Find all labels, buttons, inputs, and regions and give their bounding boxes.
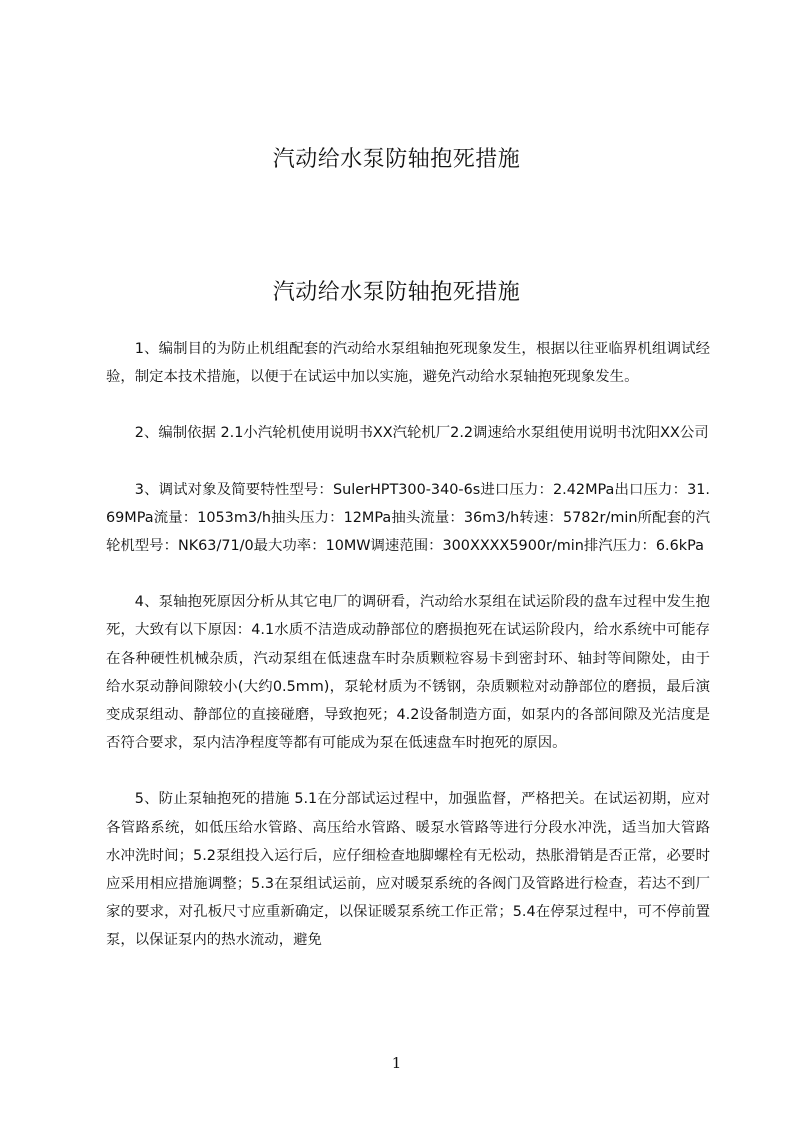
paragraph-basis: 2、编制依据 2.1小汽轮机使用说明书XX汽轮机厂2.2调速给水泵组使用说明书沈阳XX公司 <box>134 425 709 442</box>
paragraph-cause-analysis: 4、泵轴抱死原因分析从其它电厂的调研看，汽动给水泵组在试运阶段的盘车过程中发生抱死，大致有以下原因：4.1水质不洁造成动静部位的磨损抱死在试运阶段内，给水系统中可能存在各种硬性机械杂质，汽动泵组在低速盘车时杂质颗粒容易卡到密封环、轴封等间隙处，由于给水泵动静间隙较小(大约0.5mm)，泵轮材质为不锈钢，杂质颗粒对动静部位的磨损，最后演变成泵组动、静部位的直接碰磨，导致抱死；4.2设备制造方面，如泵内的各部间隙及光洁度是否符合要求，泵内洁净程度等都有可能成为泵在低速盘车时抱死的原因。 <box>106 594 710 752</box>
paragraph-measures: 5、防止泵轴抱死的措施 5.1在分部试运过程中，加强监督，严格把关。在试运初期，应对各管路系统，如低压给水管路、高压给水管路、暖泵水管路等进行分段水冲洗，适当加大管路水冲洗时间；5.2泵组投入运行后，应仔细检查地脚螺栓有无松动，热胀滑销是否正常，必要时应采用相应措施调整；5.3在泵组试运前，应对暖泵系统的各阀门及管路进行检查，若达不到厂家的要求，对孔板尺寸应重新确定，以保证暖泵系统工作正常；5.4在停泵过程中，可不停前置泵，以保证泵内的热水流动，避免 <box>106 791 710 949</box>
page-number: 1 <box>391 1054 402 1072</box>
page-title: 汽动给水泵防轴抱死措施 <box>272 280 521 305</box>
paragraph-specs: 3、调试对象及简要特性型号：SulerHPT300-340-6s进口压力：2.42MPa出口压力：31.69MPa流量：1053m3/h抽头压力：12MPa抽头流量：36m3/h转速：5782r/min所配套的汽轮机型号：NK63/71/0最大功率：10MW调速范围：300XXXX5900r/min排汽压力：6.6kPa <box>106 481 710 555</box>
paragraph-purpose: 1、编制目的为防止机组配套的汽动给水泵组轴抱死现象发生，根据以往亚临界机组调试经验，制定本技术措施，以便于在试运中加以实施，避免汽动给水泵轴抱死现象发生。 <box>106 341 710 386</box>
header-title: 汽动给水泵防轴抱死措施 <box>272 147 521 172</box>
document-body <box>106 335 710 983</box>
